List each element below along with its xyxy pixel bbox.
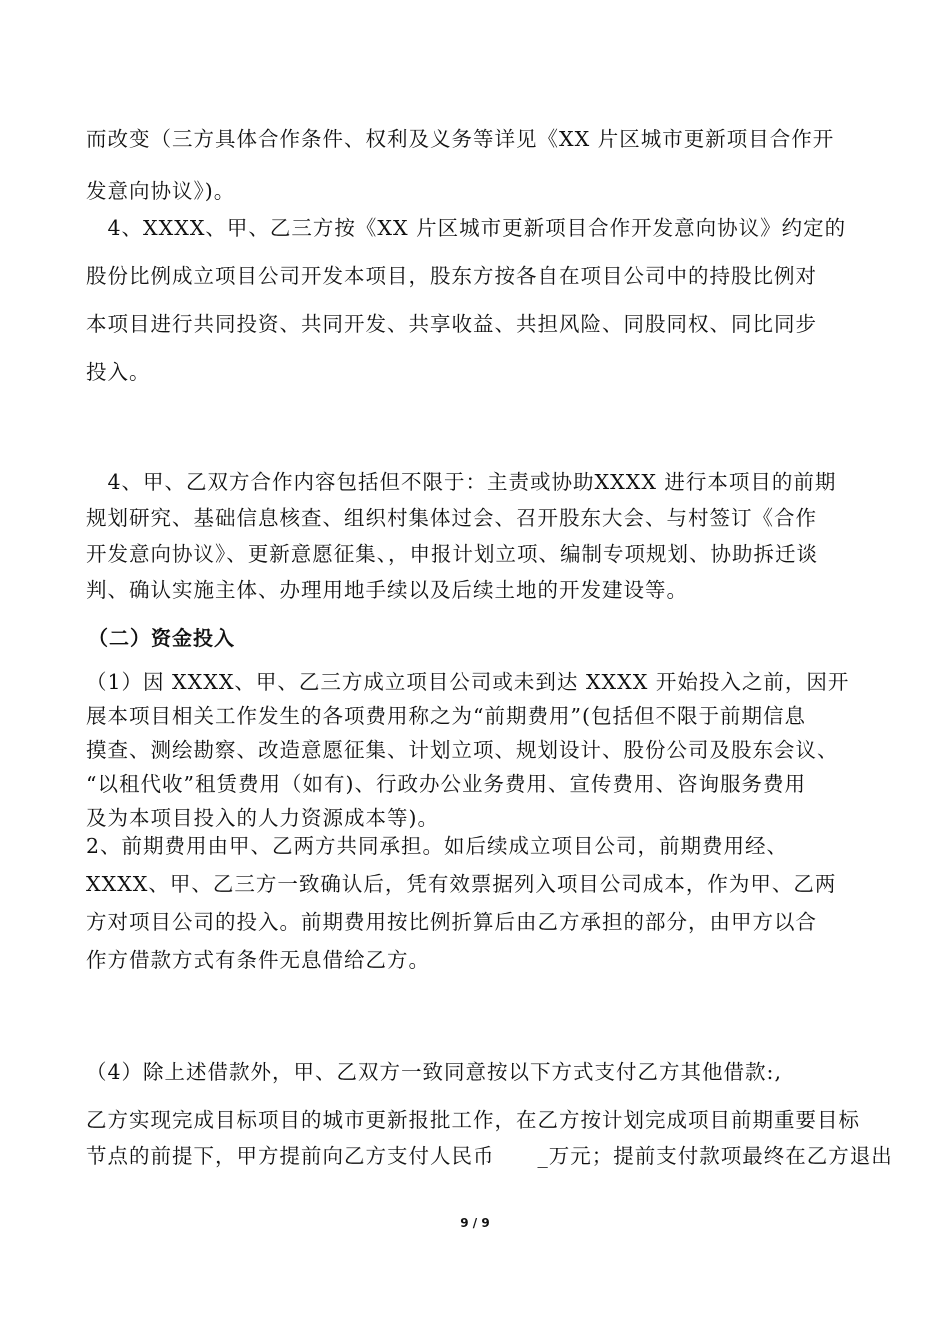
paragraph-line: XXXX、甲、乙三方一致确认后，凭有效票据列入项目公司成本，作为甲、乙两 [86, 872, 837, 896]
paragraph-2 [86, 204, 886, 396]
paragraph-7 [86, 1102, 893, 1174]
paragraph-line: 作方借款方式有条件无息借给乙方。 [86, 948, 430, 972]
paragraph-line: 乙方实现完成目标项目的城市更新报批工作，在乙方按计划完成项目前期重要目标 [86, 1108, 860, 1132]
paragraph-4 [86, 665, 886, 835]
section-heading-capital-investment: （二）资金投入 [88, 626, 235, 650]
paragraph-line: （4）除上述借款外，甲、乙双方一致同意按以下方式支付乙方其他借款:, [86, 1060, 782, 1084]
paragraph-line: 发意向协议》)。 [86, 179, 236, 203]
paragraph-5 [86, 827, 886, 979]
paragraph-line: 而改变（三方具体合作条件、权利及义务等详见《XX 片区城市更新项目合作开 [86, 127, 835, 151]
paragraph-line: 摸查、测绘勘察、改造意愿征集、计划立项、规划设计、股份公司及股东会议、 [86, 738, 839, 762]
paragraph-line: 方对项目公司的投入。前期费用按比例折算后由乙方承担的部分，由甲方以合 [86, 910, 817, 934]
paragraph-1 [86, 113, 886, 217]
paragraph-3 [86, 464, 886, 608]
paragraph-line: 及为本项目投入的人力资源成本等)。 [86, 806, 439, 830]
paragraph-line: 规划研究、基础信息核查、组织村集体过会、召开股东大会、与村签订《合作 [86, 506, 817, 530]
paragraph-line: 开发意向协议》、更新意愿征集、，申报计划立项、编制专项规划、协助拆迁谈 [86, 542, 818, 566]
paragraph-line: 展本项目相关工作发生的各项费用称之为“前期费用”(包括但不限于前期信息 [86, 704, 806, 728]
paragraph-line: （1）因 XXXX、甲、乙三方成立项目公司或未到达 XXXX 开始投入之前，因开 [86, 670, 850, 694]
paragraph-line: 节点的前提下，甲方提前向乙方支付人民币 _万元；提前支付款项最终在乙方退出 [86, 1144, 893, 1168]
paragraph-line: 投入。 [86, 360, 151, 384]
paragraph-line: 本项目进行共同投资、共同开发、共享收益、共担风险、同股同权、同比同步 [86, 312, 817, 336]
page-number: 9 / 9 [460, 1216, 490, 1230]
paragraph-line: 判、确认实施主体、办理用地手续以及后续土地的开发建设等。 [86, 578, 688, 602]
paragraph-line: 股份比例成立项目公司开发本项目，股东方按各自在项目公司中的持股比例对 [86, 264, 817, 288]
paragraph-6 [86, 1054, 886, 1090]
paragraph-line: 4、XXXX、甲、乙三方按《XX 片区城市更新项目合作开发意向协议》约定的 [86, 216, 847, 240]
paragraph-line: “以租代收”租赁费用（如有)、行政办公业务费用、宣传费用、咨询服务费用 [86, 772, 806, 796]
paragraph-line: 4、甲、乙双方合作内容包括但不限于：主责或协助XXXX 进行本项目的前期 [86, 470, 837, 494]
paragraph-line: 2、前期费用由甲、乙两方共同承担。如后续成立项目公司，前期费用经、 [86, 834, 789, 858]
